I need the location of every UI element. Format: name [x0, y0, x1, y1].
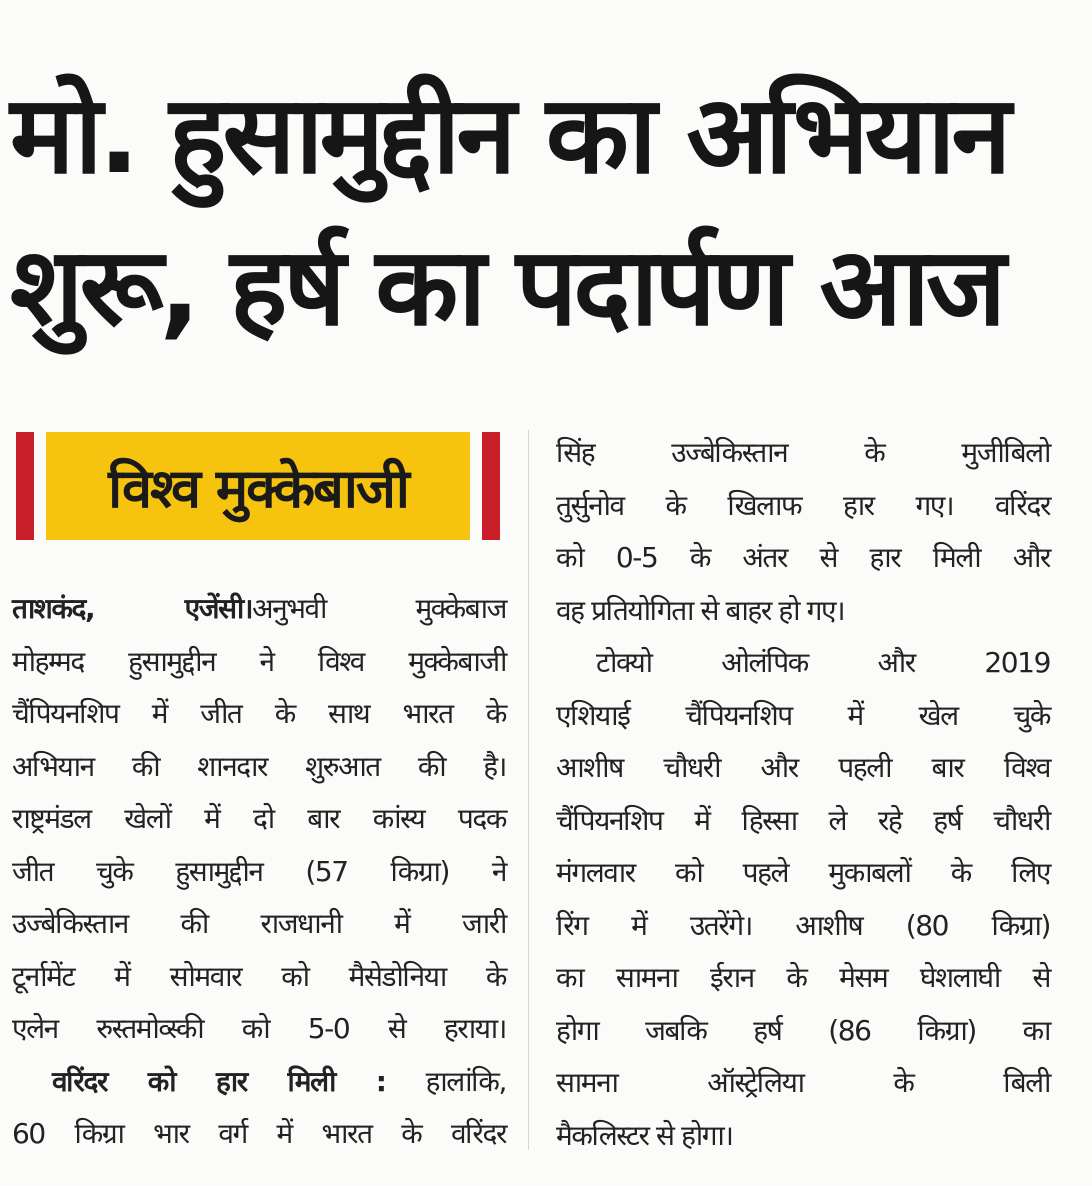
article-line: चैंपियनशिप में जीत के साथ भारत के [12, 697, 506, 730]
article-line: मैकलिस्टर से होगा। [556, 1118, 733, 1152]
kicker-bar-right [482, 432, 500, 540]
headline-line-1: मो. हुसामुद्दीन का अभियान [10, 73, 1008, 198]
article-line: राष्ट्रमंडल खेलों में दो बार कांस्य पदक [12, 802, 506, 835]
article-line: उज्बेकिस्तान की राजधानी में जारी [12, 907, 506, 940]
headline [10, 60, 1070, 364]
headline-line-2: शुरू, हर्ष का पदार्पण आज [10, 225, 1003, 350]
article-line: अभियान की शानदार शुरुआत की है। [12, 749, 506, 783]
article-line: एशियाई चैंपियनशिप में खेल चुके [556, 698, 1050, 732]
article-line: सामना ऑस्ट्रेलिया के बिली [556, 1066, 1050, 1099]
kicker-label: विश्व मुक्केबाजी [108, 457, 408, 520]
article-line [12, 1056, 506, 1109]
article-line: 60 किग्रा भार वर्ग में भारत के वरिंदर [12, 1117, 506, 1150]
article-line-text: अनुभवी मुक्केबाज [252, 592, 506, 625]
article-line: रिंग में उतरेंगे। आशीष (80 किग्रा) [556, 908, 1050, 942]
article-line: तुर्सुनोव के खिलाफ हार गए। वरिंदर [556, 488, 1050, 522]
article-line: आशीष चौधरी और पहली बार विश्व [556, 751, 1050, 784]
dateline: ताशकंद, एजेंसी। [12, 592, 253, 625]
column-divider [528, 430, 529, 1150]
article-line: सिंह उज्बेकिस्तान के मुजीबिलो [556, 436, 1050, 469]
article-line: मोहम्मद हुसामुद्दीन ने विश्व मुक्केबाजी [12, 644, 506, 678]
article-line: जीत चुके हुसामुद्दीन (57 किग्रा) ने [12, 854, 506, 888]
article-line: टोक्यो ओलंपिक और 2019 [596, 646, 1050, 679]
subhead: वरिंदर को हार मिली : [52, 1064, 386, 1098]
article-line: चैंपियनशिप में हिस्सा ले रहे हर्ष चौधरी [556, 803, 1050, 837]
article-column-left [12, 583, 506, 1161]
article-column-right [556, 427, 1050, 1162]
kicker-bar-left [16, 432, 34, 540]
article-line: टूर्नामेंट में सोमवार को मैसेडोनिया के [12, 959, 506, 993]
article-line: होगा जबकि हर्ष (86 किग्रा) का [556, 1013, 1050, 1047]
article-line: वह प्रतियोगिता से बाहर हो गए। [556, 593, 845, 627]
article-line: एलेन रुस्तमोव्स्की को 5-0 से हराया। [12, 1012, 506, 1045]
article-line: मंगलवार को पहले मुकाबलों के लिए [556, 856, 1050, 889]
article-line: को 0-5 के अंतर से हार मिली और [556, 541, 1050, 574]
article-line: का सामना ईरान के मेसम घेशलाघी से [556, 961, 1050, 994]
section-kicker [16, 432, 500, 540]
article-line [12, 583, 506, 636]
kicker-label-box [46, 432, 470, 540]
subhead-rest: हालांकि, [425, 1064, 506, 1098]
